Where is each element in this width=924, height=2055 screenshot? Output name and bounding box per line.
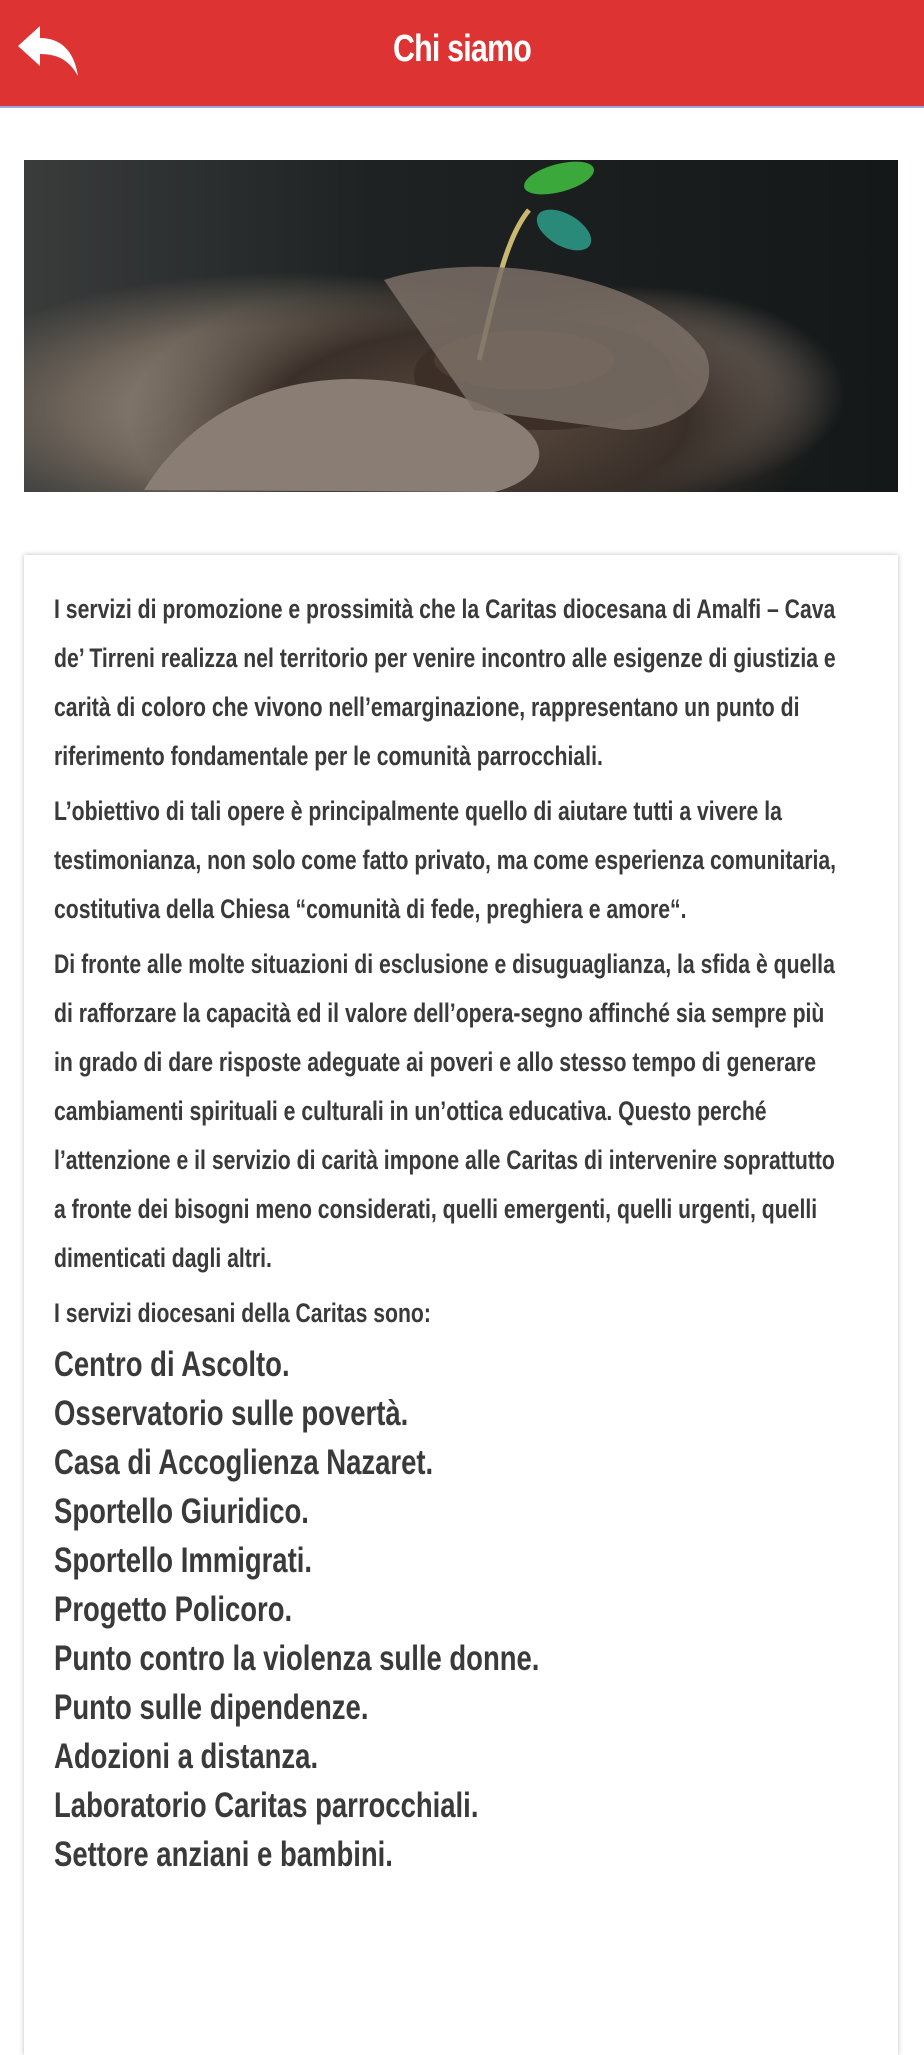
about-card [24, 555, 898, 2055]
page-title: Chi siamo [392, 28, 532, 70]
services-intro: I servizi diocesani della Caritas sono: [54, 1298, 431, 1328]
app-header [0, 0, 924, 108]
paragraph: Di fronte alle molte situazioni di esclusione e disuguaglianza, la sfida è quella di rafforzare la capacità ed il valore dell’opera-segno affinché sia sempre più in grado di dare risposte adeguate ai poveri e allo stesso tempo di generare cambiamenti spirituali e culturali in un’ottica educativa. Questo perché l’attenzione e il servizio di carità impone alle Caritas di intervenire soprattutto a fronte dei bisogni meno considerati, quelli emergenti, quelli urgenti, quelli dimenticati dagli altri. [54, 949, 835, 1273]
service-item: Casa di Accoglienza Nazaret. [54, 1443, 434, 1482]
paragraph: L’obiettivo di tali opere è principalmente quello di aiutare tutti a vivere la testimonianza, non solo come fatto privato, ma come esperienza comunitaria, costitutiva della Chiesa “comunità di fede, preghiera e amore“. [54, 796, 837, 924]
service-item: Punto sulle dipendenze. [54, 1688, 369, 1727]
reply-arrow-icon [16, 26, 82, 82]
service-item: Osservatorio sulle povertà. [54, 1394, 409, 1433]
service-item: Progetto Policoro. [54, 1590, 293, 1629]
service-item: Sportello Immigrati. [54, 1541, 312, 1580]
seedling-illustration [24, 160, 898, 492]
service-item: Sportello Giuridico. [54, 1492, 309, 1531]
services-list [54, 1340, 847, 1879]
service-item: Laboratorio Caritas parrocchiali. [54, 1786, 479, 1825]
service-item: Settore anziani e bambini. [54, 1835, 393, 1874]
service-item: Punto contro la violenza sulle donne. [54, 1639, 540, 1678]
service-item: Adozioni a distanza. [54, 1737, 319, 1776]
hero-image-seedling-in-hands [24, 160, 898, 492]
paragraph: I servizi di promozione e prossimità che la Caritas diocesana di Amalfi – Cava de’ Tirreni realizza nel territorio per venire incontro alle esigenze di giustizia e carità di coloro che vivono nell’emarginazione, rappresentano un punto di riferimento fondamentale per le comunità parrocchiali. [54, 594, 836, 771]
service-item: Centro di Ascolto. [54, 1345, 290, 1384]
back-button[interactable] [16, 26, 82, 82]
